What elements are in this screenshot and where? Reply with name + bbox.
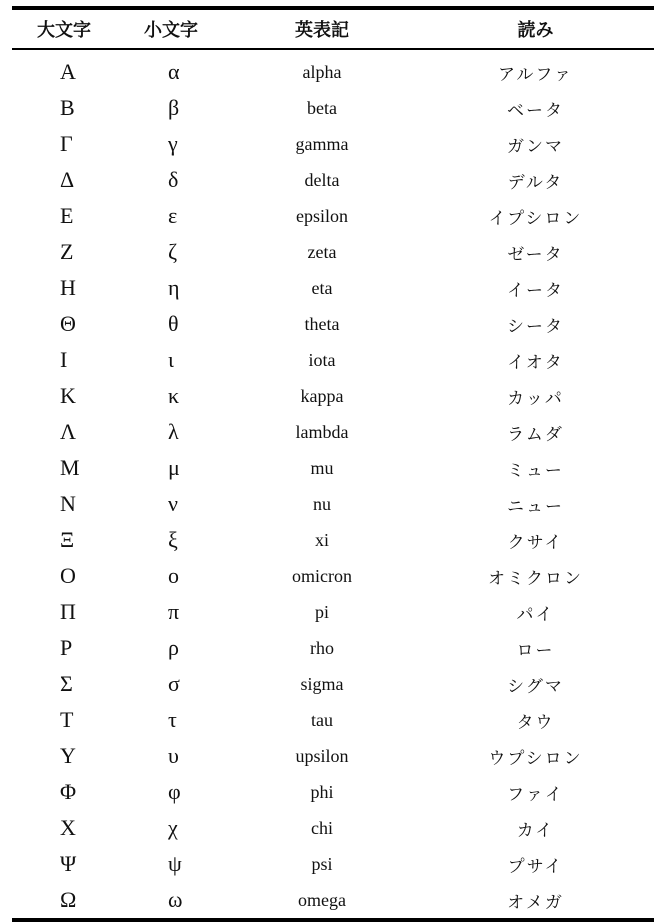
- english-name: tau: [311, 709, 333, 730]
- english-name: omega: [298, 889, 346, 910]
- japanese-reading: ラムダ: [507, 424, 564, 445]
- lowercase-letter: ο: [168, 563, 179, 588]
- uppercase-letter: Ψ: [60, 851, 77, 876]
- table-row: [12, 630, 654, 666]
- lowercase-letter: λ: [168, 419, 179, 444]
- table-row: [12, 666, 654, 702]
- english-name: epsilon: [296, 205, 348, 226]
- lowercase-letter: ι: [168, 347, 174, 372]
- english-name: theta: [304, 313, 340, 334]
- japanese-reading: アルファ: [498, 64, 573, 85]
- english-name: beta: [307, 97, 337, 118]
- lowercase-letter: η: [168, 275, 180, 300]
- lowercase-letter: ω: [168, 887, 183, 912]
- header-lowercase: 小文字: [144, 20, 198, 41]
- uppercase-letter: Φ: [60, 779, 77, 804]
- japanese-reading: ニュー: [507, 496, 564, 517]
- lowercase-letter: α: [168, 59, 180, 84]
- japanese-reading: シグマ: [507, 676, 564, 697]
- table-row: [12, 90, 654, 126]
- greek-alphabet-table-container: [12, 6, 654, 922]
- table-row: [12, 594, 654, 630]
- uppercase-letter: Ο: [60, 563, 76, 588]
- uppercase-letter: Ρ: [60, 635, 73, 660]
- english-name: rho: [310, 637, 334, 658]
- lowercase-letter: ρ: [168, 635, 179, 660]
- english-name: pi: [314, 601, 329, 622]
- table-row: [12, 414, 654, 450]
- uppercase-letter: Γ: [60, 131, 73, 156]
- japanese-reading: カイ: [516, 820, 555, 841]
- lowercase-letter: ξ: [168, 527, 178, 552]
- english-name: mu: [310, 457, 334, 478]
- uppercase-letter: Χ: [60, 815, 76, 840]
- japanese-reading: イプシロン: [488, 208, 583, 229]
- uppercase-letter: Υ: [60, 743, 76, 768]
- japanese-reading: ウプシロン: [488, 748, 583, 769]
- table-row: [12, 162, 654, 198]
- lowercase-letter: ζ: [168, 239, 178, 264]
- english-name: upsilon: [295, 745, 349, 766]
- english-name: alpha: [302, 61, 342, 82]
- japanese-reading: シータ: [507, 316, 564, 337]
- english-name: iota: [308, 349, 336, 370]
- table-body: [12, 50, 654, 918]
- header-english: 英表記: [295, 20, 349, 41]
- lowercase-letter: θ: [168, 311, 179, 336]
- japanese-reading: オミクロン: [488, 568, 583, 589]
- english-name: omicron: [292, 565, 352, 586]
- japanese-reading: ガンマ: [507, 136, 564, 157]
- uppercase-letter: Ζ: [60, 239, 74, 264]
- uppercase-letter: Λ: [60, 419, 76, 444]
- japanese-reading: タウ: [516, 712, 555, 733]
- english-name: psi: [311, 853, 333, 874]
- lowercase-letter: υ: [168, 743, 179, 768]
- uppercase-letter: Π: [60, 599, 76, 624]
- english-name: xi: [314, 529, 329, 550]
- uppercase-letter: Ξ: [60, 527, 75, 552]
- table-row: [12, 50, 654, 90]
- uppercase-letter: Β: [60, 95, 75, 120]
- uppercase-letter: Η: [60, 275, 76, 300]
- table-row: [12, 378, 654, 414]
- uppercase-letter: Θ: [60, 311, 76, 336]
- lowercase-letter: β: [168, 95, 180, 120]
- table-row: [12, 846, 654, 882]
- uppercase-letter: Δ: [60, 167, 75, 192]
- table-row: [12, 342, 654, 378]
- lowercase-letter: γ: [168, 131, 178, 156]
- japanese-reading: オメガ: [507, 892, 564, 913]
- japanese-reading: デルタ: [507, 172, 564, 193]
- lowercase-letter: κ: [168, 383, 180, 408]
- lowercase-letter: ε: [168, 203, 178, 228]
- table-row: [12, 450, 654, 486]
- lowercase-letter: τ: [168, 707, 177, 732]
- table-row: [12, 198, 654, 234]
- lowercase-letter: ν: [168, 491, 178, 516]
- table-row: [12, 558, 654, 594]
- english-name: lambda: [295, 421, 349, 442]
- table-row: [12, 126, 654, 162]
- uppercase-letter: Σ: [60, 671, 73, 696]
- lowercase-letter: μ: [168, 455, 180, 480]
- greek-alphabet-table: [12, 10, 654, 48]
- uppercase-letter: Τ: [60, 707, 74, 732]
- header-row: [12, 10, 654, 48]
- japanese-reading: ミュー: [507, 460, 564, 481]
- greek-alphabet-body-table: [12, 50, 654, 918]
- uppercase-letter: Ν: [60, 491, 76, 516]
- header-reading: 読み: [517, 20, 554, 41]
- japanese-reading: ベータ: [507, 100, 564, 121]
- table-row: [12, 702, 654, 738]
- header-uppercase: 大文字: [37, 20, 91, 41]
- table-row: [12, 234, 654, 270]
- uppercase-letter: Ε: [60, 203, 74, 228]
- english-name: nu: [313, 493, 331, 514]
- english-name: kappa: [300, 385, 344, 406]
- lowercase-letter: ψ: [168, 851, 182, 876]
- table-row: [12, 270, 654, 306]
- japanese-reading: ファイ: [507, 784, 564, 805]
- english-name: gamma: [295, 133, 349, 154]
- lowercase-letter: π: [168, 599, 180, 624]
- table-row: [12, 486, 654, 522]
- uppercase-letter: Ι: [60, 347, 68, 372]
- uppercase-letter: Α: [60, 59, 76, 84]
- japanese-reading: イータ: [507, 280, 564, 301]
- japanese-reading: クサイ: [507, 532, 564, 553]
- uppercase-letter: Μ: [60, 455, 80, 480]
- japanese-reading: ゼータ: [507, 244, 564, 265]
- english-name: delta: [304, 169, 340, 190]
- japanese-reading: プサイ: [507, 856, 564, 877]
- japanese-reading: イオタ: [507, 352, 564, 373]
- table-row: [12, 774, 654, 810]
- lowercase-letter: δ: [168, 167, 179, 192]
- japanese-reading: ロー: [516, 640, 555, 661]
- japanese-reading: パイ: [516, 604, 555, 625]
- english-name: zeta: [307, 241, 337, 262]
- uppercase-letter: Κ: [60, 383, 76, 408]
- english-name: eta: [311, 277, 333, 298]
- table-row: [12, 738, 654, 774]
- bottom-rule: [12, 918, 654, 922]
- lowercase-letter: φ: [168, 779, 181, 804]
- english-name: chi: [311, 817, 333, 838]
- table-header: [12, 10, 654, 48]
- english-name: sigma: [300, 673, 344, 694]
- english-name: phi: [310, 781, 334, 802]
- table-row: [12, 522, 654, 558]
- table-row: [12, 882, 654, 918]
- table-row: [12, 810, 654, 846]
- uppercase-letter: Ω: [60, 887, 77, 912]
- table-row: [12, 306, 654, 342]
- japanese-reading: カッパ: [507, 388, 564, 409]
- lowercase-letter: χ: [168, 815, 178, 840]
- lowercase-letter: σ: [168, 671, 180, 696]
